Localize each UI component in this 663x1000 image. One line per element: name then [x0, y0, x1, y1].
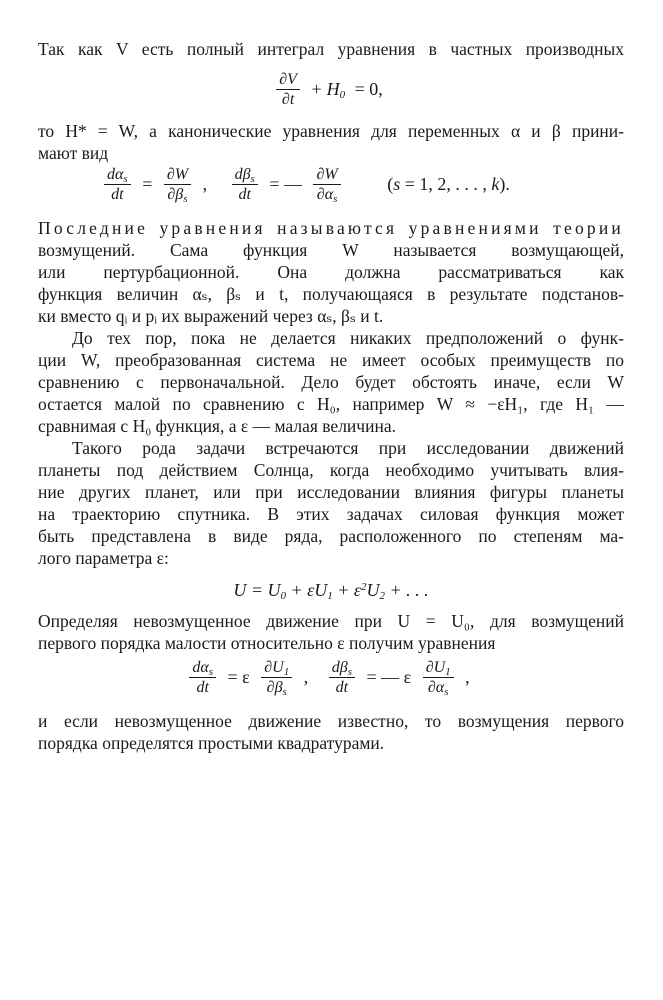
equation-1: $\frac{\partial V}{\partial t}$ + $H_0 = 0$, — [38, 70, 624, 109]
p3-line-2: возмущений. Сама функция W называется возмущающей, — [38, 240, 624, 260]
p4-line-3: сравнению с первоначальной. Дело будет обстоять иначе, если W — [38, 372, 624, 392]
p1-line-1: Так как V есть полный интеграл уравнения в частных производных — [38, 39, 624, 59]
p5-line-4: на траекторию спутника. В этих задачах силовая функция может — [38, 504, 624, 524]
p4-line-2: ции W, преобразованная система не имеет особых преимуществ по — [38, 350, 624, 370]
p3-line-1: Последние уравнения называются уравнениями теории — [38, 218, 624, 238]
equation-3: $U = U_0 + \varepsilon U_1 + \varepsilon^2U_2$ + . . . — [233, 580, 429, 602]
p7-line-1: и если невозмущенное движение известно, то возмущения первого — [38, 711, 624, 731]
equation-4: $\frac{d\alpha_s}{dt}$ = ε $\frac{\partial U_1}{\partial\beta_s}$ , $\frac{d\beta_s}{dt}$ = — ε $\frac{\partial U_1}{\partial\alpha_s}$ , — [38, 658, 624, 697]
p5-line-5: быть представлена в виде ряда, расположенного по степеням ма- — [38, 526, 624, 546]
p5-line-6: лого параметра ε: — [38, 548, 169, 568]
p5-line-1: Такого рода задачи встречаются при исследовании движений — [72, 438, 624, 458]
p6-line-1: Определяя невозмущенное движение при U = U₀, для возмущений — [38, 611, 624, 631]
p3-line-4: функция величин αₛ, βₛ и t, получающаяся в результате подстанов- — [38, 284, 624, 304]
p2-line-2: мают вид — [38, 143, 109, 163]
p2-line-1: то H* = W, а канонические уравнения для переменных α и β прини- — [38, 121, 624, 141]
p4-line-1: До тех пор, пока не делается никаких предположений о функ- — [72, 328, 624, 348]
p3-line-5: ки вместо qᵢ и pᵢ их выражений через αₛ, βₛ и t. — [38, 306, 384, 326]
p4-line-5: сравнимая с H₀ функция, а ε — малая величина. — [38, 416, 396, 436]
p5-line-3: ние других планет, или при исследовании влияния фигуры планеты — [38, 482, 624, 502]
p3-line-3: или пертурбационной. Она должна рассматриваться как — [38, 262, 624, 282]
p6-line-2: первого порядка малости относительно ε получим уравнения — [38, 633, 496, 653]
equation-2: $\frac{d\alpha_s}{dt}$ = $\frac{\partial W}{\partial\beta_s}$ , $\frac{d\beta_s}{dt}$ = — $\frac{\partial W}{\partial\alpha_s}$ (s = 1, 2, . . . , k). — [102, 165, 622, 204]
p5-line-2: планеты под действием Солнца, когда необходимо учитывать влия- — [38, 460, 624, 480]
p7-line-2: порядка определятся простыми квадратурами. — [38, 733, 385, 753]
p4-line-4: остается малой по сравнению с H₀, например W ≈ −εH₁, где H₁ — — [38, 394, 624, 414]
